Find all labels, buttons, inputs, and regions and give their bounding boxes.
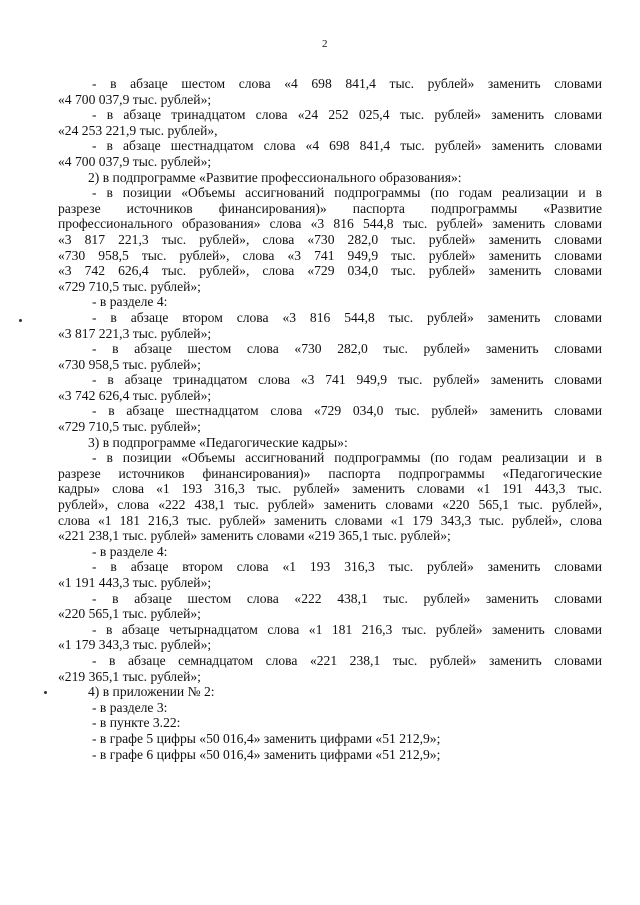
text-line: - в абзаце четырнадцатом слова «1 181 216,3 тыс. рублей» заменить словами [92, 621, 602, 637]
text-line: профессионального образования» слова «3 816 544,8 тыс. рублей» заменить словами [58, 216, 602, 232]
text-line: - в абзаце семнадцатом слова «221 238,1 тыс. рублей» заменить словами [92, 652, 602, 668]
text-line: «220 565,1 тыс. рублей»; [58, 606, 201, 622]
scan-speck [19, 319, 22, 322]
text-line: - в абзаце втором слова «3 816 544,8 тыс. рублей» заменить словами [92, 309, 602, 325]
text-line: - в абзаце шестом слова «4 698 841,4 тыс. рублей» заменить словами [92, 76, 602, 91]
text-line: «730 958,5 тыс. рублей», слова «3 741 949,9 тыс. рублей» заменить словами [58, 247, 602, 263]
scan-speck [44, 691, 47, 694]
text-line: разрезе источников финансирования)» паспорта подпрограммы «Педагогические [58, 465, 602, 481]
text-line: «4 700 037,9 тыс. рублей»; [58, 153, 212, 169]
text-line: - в абзаце тринадцатом слова «24 252 025,4 тыс. рублей» заменить словами [92, 107, 602, 123]
text-line: «3 742 626,4 тыс. рублей»; [58, 387, 212, 403]
text-line: разрезе источников финансирования)» паспорта подпрограммы «Развитие [58, 200, 602, 216]
text-line: «3 817 221,3 тыс. рублей», слова «730 282,0 тыс. рублей» заменить словами [58, 231, 602, 247]
text-line: 2) в подпрограмме «Развитие профессионального образования»: [88, 169, 462, 185]
text-line: - в абзаце шестом слова «730 282,0 тыс. рублей» заменить словами [92, 341, 602, 357]
text-line: - в позиции «Объемы ассигнований подпрограммы (по годам реализации и в [92, 450, 602, 466]
text-line: «729 710,5 тыс. рублей»; [58, 278, 201, 294]
text-line: рублей», слова «222 438,1 тыс. рублей» заменить словами «220 565,1 тыс. рублей», [58, 497, 602, 513]
document-body [58, 76, 602, 762]
text-line: слова «1 181 216,3 тыс. рублей» заменить словами «1 179 343,3 тыс. рублей», слова [58, 512, 602, 528]
text-line: - в разделе 4: [92, 294, 168, 310]
text-line: - в абзаце шестом слова «222 438,1 тыс. рублей» заменить словами [92, 590, 602, 606]
page-number: 2 [322, 38, 328, 50]
text-line: 4) в приложении № 2: [88, 684, 215, 700]
text-line: - в позиции «Объемы ассигнований подпрограммы (по годам реализации и в [92, 185, 602, 201]
text-line: «1 191 443,3 тыс. рублей»; [58, 575, 212, 590]
text-line: «24 253 221,9 тыс. рублей», [58, 122, 218, 138]
text-line: 3) в подпрограмме «Педагогические кадры»: [88, 434, 348, 450]
text-line: «4 700 037,9 тыс. рублей»; [58, 91, 212, 107]
text-line: - в абзаце тринадцатом слова «3 741 949,9 тыс. рублей» заменить словами [92, 372, 602, 388]
text-line: «219 365,1 тыс. рублей»; [58, 668, 201, 684]
text-line: «221 238,1 тыс. рублей» заменить словами «219 365,1 тыс. рублей»; [58, 528, 451, 544]
text-line: «730 958,5 тыс. рублей»; [58, 356, 201, 372]
text-line: «3 742 626,4 тыс. рублей», слова «729 034,0 тыс. рублей» заменить словами [58, 263, 602, 279]
text-line: - в абзаце втором слова «1 193 316,3 тыс. рублей» заменить словами [92, 559, 602, 575]
text-line: - в абзаце шестнадцатом слова «729 034,0 тыс. рублей» заменить словами [92, 403, 602, 419]
text-line: кадры» слова «1 193 316,3 тыс. рублей» заменить словами «1 191 443,3 тыс. [58, 481, 602, 497]
text-line: - в абзаце шестнадцатом слова «4 698 841,4 тыс. рублей» заменить словами [92, 138, 602, 154]
text-line: - в разделе 4: [92, 543, 168, 559]
text-line: - в графе 5 цифры «50 016,4» заменить цифрами «51 212,9»; [92, 730, 441, 746]
text-line: - в разделе 3: [92, 699, 168, 715]
text-line: «1 179 343,3 тыс. рублей»; [58, 637, 212, 653]
text-line: «3 817 221,3 тыс. рублей»; [58, 325, 212, 341]
text-line: - в графе 6 цифры «50 016,4» заменить цифрами «51 212,9»; [92, 746, 441, 762]
text-line: «729 710,5 тыс. рублей»; [58, 419, 201, 435]
text-line: - в пункте 3.22: [92, 715, 181, 731]
